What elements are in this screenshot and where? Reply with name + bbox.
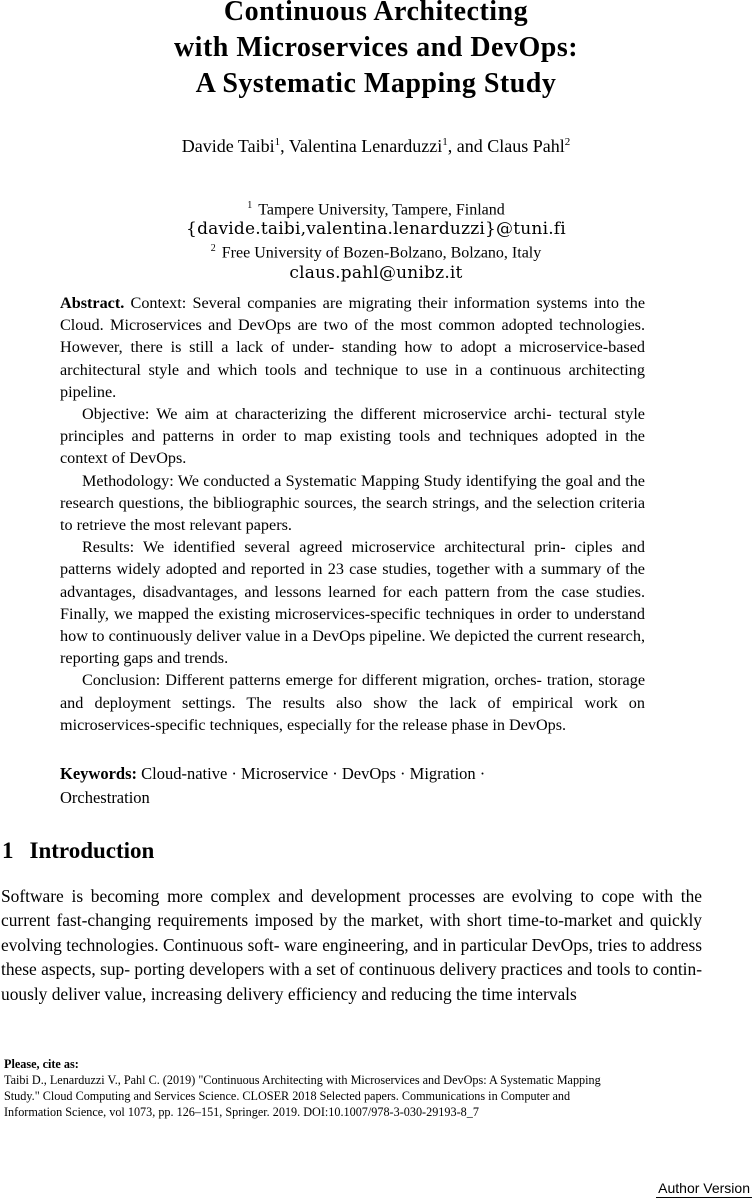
abstract-results: Results: We identified several agreed microservice architectural prin- ciples and patterns widely adopted and reported in 23 case studies, together with a summary of the advantages, disadvantages, and lessons learned for each pattern from the case studies. Finally, we mapped the existing microservices-specific techniques in order to understand how to continuously deliver value in a DevOps pipeline. We depicted the current research, reporting gaps and trends. [60, 538, 646, 668]
keyword-separator: · [479, 764, 486, 783]
affiliation-number: 1 [247, 200, 253, 211]
affiliation-email-1: {davide.taibi,valentina.lenarduzzi}@tuni.fi [186, 219, 566, 239]
keyword-separator: · [332, 764, 338, 783]
paper-title [0, 0, 752, 102]
affiliation-text: Tampere University, Tampere, Finland [258, 201, 505, 219]
abstract [60, 292, 645, 736]
introduction-text [1, 884, 702, 1006]
abstract-context [60, 292, 645, 403]
keyword: Microservice [241, 764, 329, 783]
author-affiliation-mark: 2 [564, 136, 571, 148]
abstract-label: Abstract. [60, 294, 125, 312]
author-name: Claus Pahl [487, 136, 565, 156]
affiliation-1 [0, 200, 752, 219]
author-name: Valentina Lenarduzzi [288, 136, 443, 156]
section-number: 1 [2, 838, 14, 863]
section-title: Introduction [29, 838, 155, 863]
abstract-context-text: Context: Several companies are migrating their information systems into the Cloud. Microservices and DevOps are two of the most common adopted technologies. However, there is still a lack of under- standing how to adopt a microservice-based architectural style and which tools and technique to use in a continuous architecting pipeline. [60, 294, 646, 401]
keyword: Cloud-native [141, 764, 228, 783]
author-list [0, 136, 752, 157]
abstract-objective: Objective: We aim at characterizing the different microservice archi- tectural style principles and patterns in order to map existing tools and techniques adopted in the context of DevOps. [60, 405, 645, 468]
author-separator: , and [447, 136, 488, 156]
keyword-separator: · [231, 764, 237, 783]
affiliation-number: 2 [210, 243, 216, 254]
title-line: Continuous Architecting [223, 0, 529, 27]
abstract-conclusion: Conclusion: Different patterns emerge for different migration, orches- tration, storage and deployment settings. The results also show the lack of empirical work on microservices-specific techniques, especially for the release phase in DevOps. [60, 671, 645, 734]
title-line: with Microservices and DevOps: [173, 32, 579, 63]
abstract-methodology: Methodology: We conducted a Systematic Mapping Study identifying the goal and the research questions, the bibliographic sources, the search strings, and the selection criteria to retrieve the most relevant papers. [60, 471, 645, 535]
title-line: A Systematic Mapping Study [195, 68, 557, 99]
affiliation-2 [0, 243, 752, 262]
citation-line: Taibi D., Lenarduzzi V., Pahl C. (2019) "Continuous Architecting with Microservices and DevOps: A Systematic Mapping [4, 1073, 601, 1087]
citation-line: Study." Cloud Computing and Services Science. CLOSER 2018 Selected papers. Communications in Computer and [4, 1089, 571, 1103]
affiliation-text: Free University of Bozen-Bolzano, Bolzano, Italy [221, 244, 542, 262]
citation-block [4, 1056, 694, 1120]
keyword-separator: · [400, 764, 406, 783]
keyword: Orchestration [60, 788, 150, 807]
author-version-label: Author Version [658, 1180, 750, 1196]
section-heading [2, 838, 154, 864]
author-separator: , [280, 136, 289, 156]
author-affiliation-mark: 1 [442, 136, 448, 148]
author-affiliation-mark: 1 [274, 136, 281, 148]
citation-line: Information Science, vol 1073, pp. 126–151, Springer. 2019. DOI:10.1007/978-3-030-29193-8_7 [4, 1105, 479, 1119]
keyword: DevOps [341, 764, 396, 783]
keywords-label: Keywords: [60, 764, 137, 783]
keywords [60, 762, 645, 810]
intro-paragraph: Software is becoming more complex and development processes are evolving to cope with the current fast-changing requirements imposed by the market, with short time-to-market and quickly evolving technologies. Continuous soft- ware engineering, and in particular DevOps, tries to address these aspects, sup- porting developers with a set of continuous delivery practices and tools to contin- uously deliver value, increasing delivery efficiency and reducing the time intervals [1, 886, 702, 1004]
affiliation-email-2: claus.pahl@unibz.it [289, 263, 463, 283]
citation-label: Please, cite as: [4, 1057, 79, 1071]
keyword: Migration [409, 764, 476, 783]
author-name: Davide Taibi [181, 136, 275, 156]
